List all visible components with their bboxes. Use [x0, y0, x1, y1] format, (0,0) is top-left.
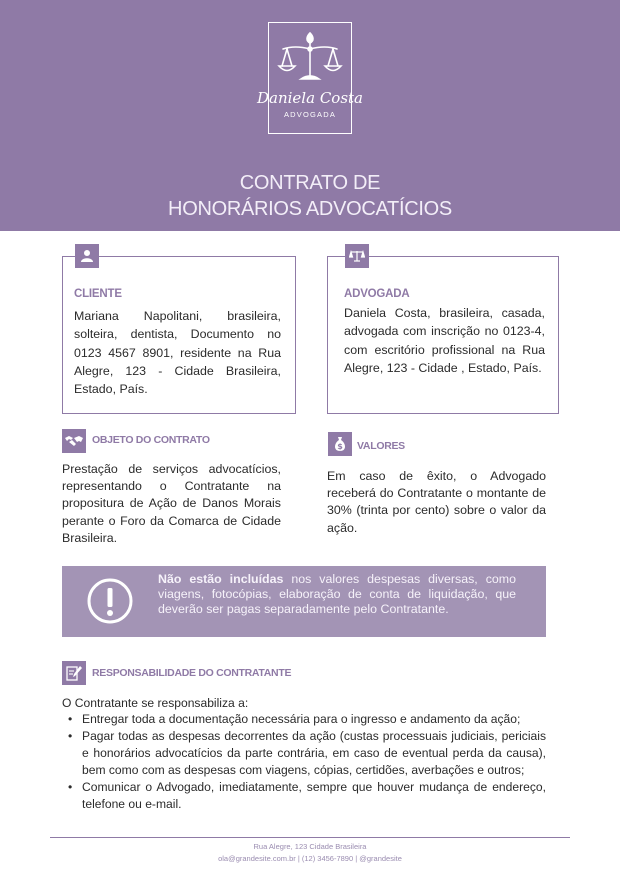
list-item: • Pagar todas as despesas decorrentes da ação (custas processuais judiciais, periciais e honorários advocatícios da parte contrária, em caso de eventual perda da causa), bem como com as despesas com viagens, cópias, certidões, averbações e outros; [62, 728, 546, 779]
lawyer-icon-tab [345, 244, 369, 268]
person-icon [80, 249, 94, 263]
object-title: OBJETO DO CONTRATO [92, 434, 210, 446]
values-text: Em caso de êxito, o Advogado receberá do Contratante o montante de 30% (trinta por cento) sobre o valor da ação. [327, 469, 546, 535]
notice-bold: Não estão incluídas [158, 572, 284, 586]
object-text: Prestação de serviços advocatícios, representando o Contratante na propositura de Ação de Danos Morais perante o Foro da Comarca de Cidade Brasileira. [62, 462, 281, 545]
logo-subtitle: ADVOGADA [283, 110, 337, 119]
client-icon-tab [75, 244, 99, 268]
responsibility-list [62, 711, 546, 813]
document-pen-icon [66, 665, 82, 681]
object-icon-tile [62, 429, 86, 453]
title-line-2: HONORÁRIOS ADVOCATÍCIOS [168, 198, 452, 220]
lawyer-text: Daniela Costa, brasileira, casada, advogada com inscrição no 0123-4, com escritório profissional na Rua Alegre, 123 - Cidade , Estado, País. [344, 306, 545, 375]
money-bag-icon [333, 436, 347, 452]
footer-contact: ola@grandesite.com.br | (12) 3456-7890 | @grandesite [218, 854, 402, 863]
responsibility-intro: O Contratante se responsabiliza a: [62, 696, 249, 710]
values-icon-tile [328, 432, 352, 456]
scales-icon [349, 249, 365, 263]
title-line-1: CONTRATO DE [239, 172, 381, 194]
values-title: VALORES [357, 440, 405, 452]
header-banner [0, 0, 620, 231]
page-title [0, 170, 620, 222]
responsibility-icon-tile [62, 661, 86, 685]
responsibility-title: RESPONSABILIDADE DO CONTRATANTE [92, 667, 292, 679]
footer-address: Rua Alegre, 123 Cidade Brasileira [253, 842, 367, 851]
list-item: • Entregar toda a documentação necessária para o ingresso e andamento da ação; [62, 711, 546, 728]
notice-body: nos valores despesas diversas, como viagens, fotocópias, elaboração de conta de liquidação, que deverão ser pagas separadamente pelo Contratante. [158, 572, 516, 616]
notice-box [62, 566, 546, 637]
footer-divider [50, 837, 570, 838]
list-item: • Comunicar o Advogado, imediatamente, sempre que houver mudança de endereço, telefone ou e-mail. [62, 779, 546, 813]
svg-text:$: $ [337, 442, 343, 451]
scales-of-justice-icon [273, 29, 347, 89]
exclamation-icon [86, 577, 134, 625]
logo-name: Daniela Costa [257, 89, 363, 107]
client-card [62, 256, 296, 414]
notice-text [158, 572, 516, 616]
handshake-icon [65, 434, 83, 448]
client-text: Mariana Napolitani, brasileira, solteira, dentista, Documento no 0123 4567 8901, residente na Rua Alegre, 123 - Cidade Brasileira, Estado, País. [74, 309, 281, 397]
logo [257, 22, 363, 134]
client-title: CLIENTE [74, 288, 122, 300]
lawyer-title: ADVOGADA [344, 288, 410, 300]
lawyer-card [327, 256, 559, 414]
